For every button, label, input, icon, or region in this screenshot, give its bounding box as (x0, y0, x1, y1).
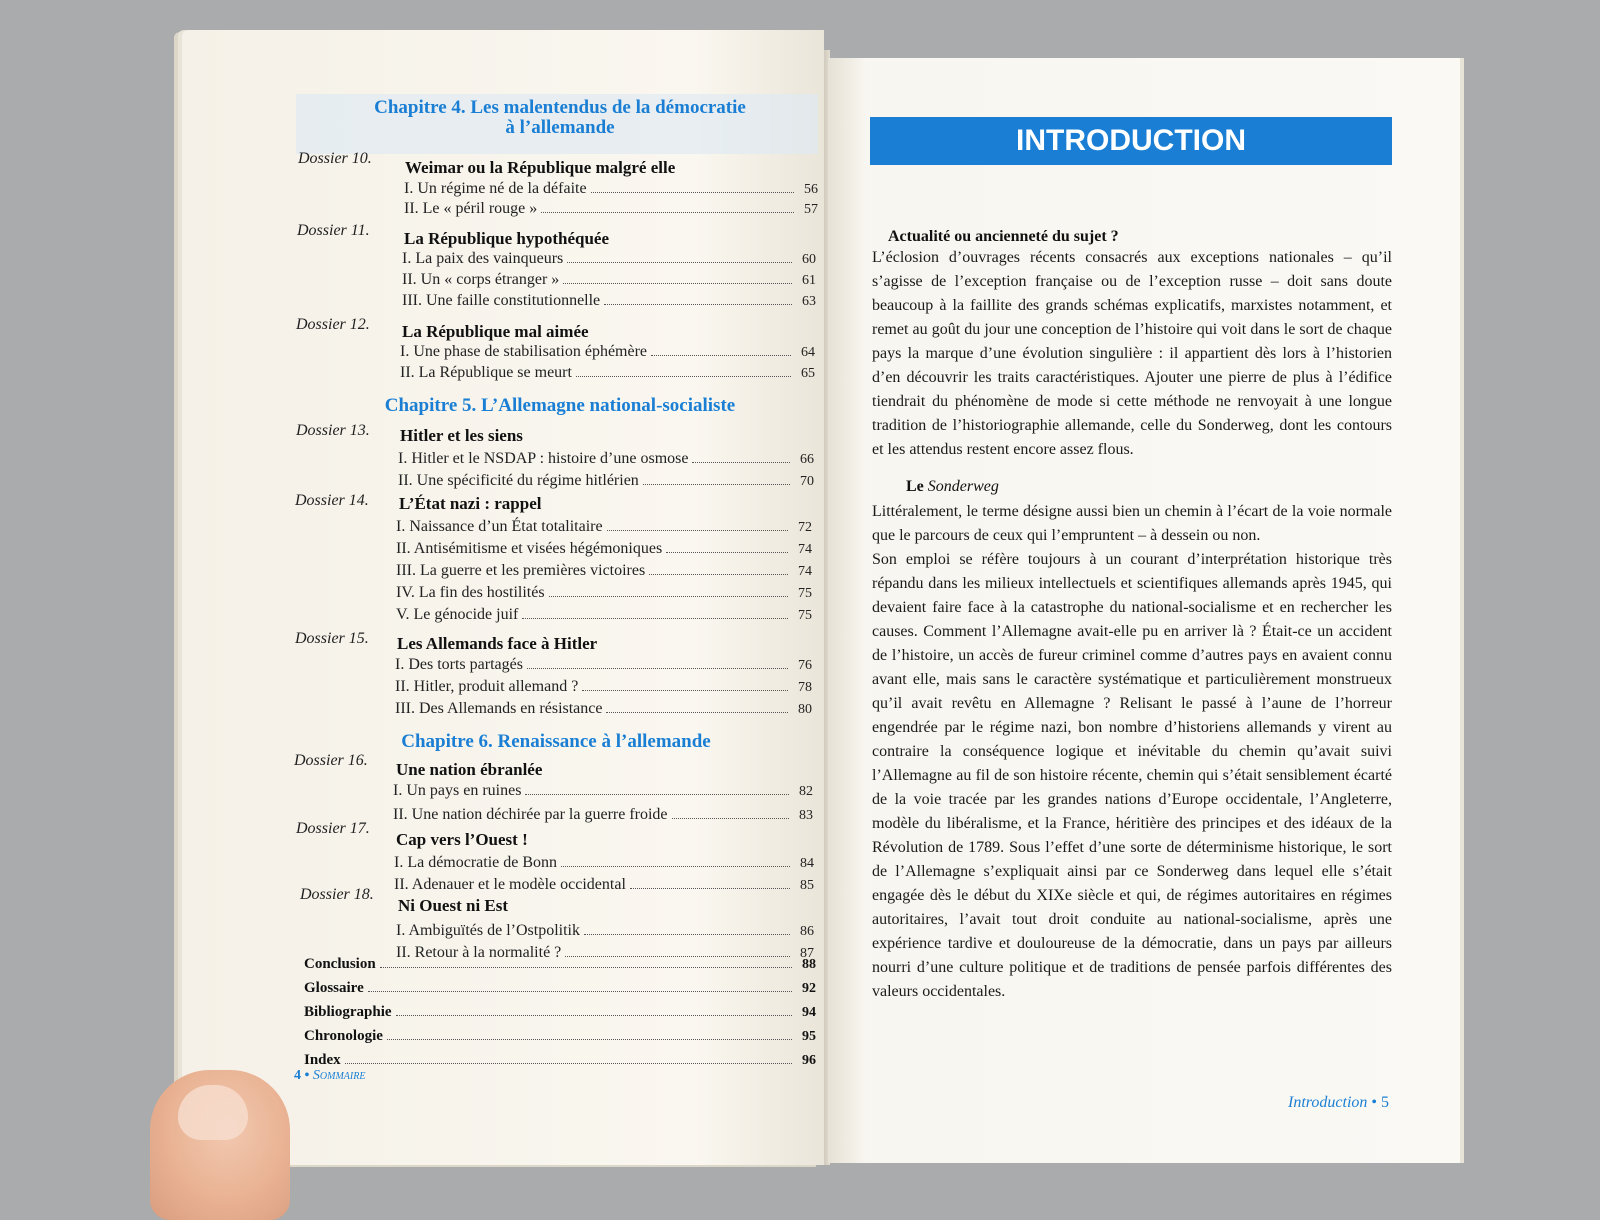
dot-leader (396, 1014, 792, 1016)
dot-leader (606, 711, 788, 713)
toc-entry-label: II. Une nation déchirée par la guerre froide (393, 806, 668, 823)
toc-entry[interactable] (394, 876, 814, 894)
dossier-13-label: Dossier 13. (296, 422, 370, 439)
toc-entry-label: I. Ambiguïtés de l’Ostpolitik (396, 922, 580, 939)
dot-leader (651, 354, 791, 356)
toc-entry-page: 72 (798, 520, 812, 535)
toc-entry[interactable] (404, 180, 818, 198)
toc-entry-page: 63 (802, 294, 816, 309)
toc-entry-page: 87 (800, 946, 814, 961)
toc-backmatter-glossaire[interactable] (304, 980, 816, 997)
dot-leader (368, 990, 792, 992)
toc-entry[interactable] (396, 606, 812, 624)
dossier-10-label: Dossier 10. (298, 150, 372, 167)
dot-leader (567, 261, 792, 263)
toc-entry-page: 82 (799, 784, 813, 799)
toc-entry-label: I. Un régime né de la défaite (404, 180, 587, 197)
toc-entry-page: 95 (802, 1029, 816, 1044)
heading-italic: Sonderweg (927, 478, 999, 495)
dot-leader (604, 303, 792, 305)
dossier-12-label: Dossier 12. (296, 316, 370, 333)
dossier-13-title: Hitler et les siens (400, 426, 523, 445)
toc-entry-page: 74 (798, 542, 812, 557)
toc-entry-page: 83 (799, 808, 813, 823)
dot-leader (380, 966, 792, 968)
dot-leader (582, 689, 788, 691)
dot-leader (666, 551, 788, 553)
dot-leader (527, 667, 788, 669)
toc-entry[interactable] (404, 200, 818, 218)
dot-leader (643, 483, 790, 485)
dot-leader (525, 793, 789, 795)
toc-backmatter-chronologie[interactable] (304, 1028, 816, 1045)
dot-leader (561, 865, 790, 867)
footer-section-name: Sommaire (312, 1068, 366, 1083)
toc-entry-label: III. La guerre et les premières victoires (396, 562, 646, 579)
paragraph: Son emploi se réfère toujours à un courant d’interprétation historique très répandu dans les milieux intellectuels et scientifiques allemands après 1945, qui devaient faire face à la catastrophe du national-socialisme et en rechercher les causes. Comment l’Allemagne avait-elle pu en arriver là ? Était-ce un accident de l’histoire, un accès de fureur criminel comme d’autres pays en avaient connu avant elle, mais sans le caractère systématique et particulièrement monstrueux qu’il avait revêtu en Allemagne ? Relisant le passé à l’aune de l’horreur engendrée par le régime nazi, bon nombre d’historiens allemands y virent au contraire la conséquence logique et inévitable du chemin qu’avait suivi l’Allemagne au fil de son histoire récente, chemin qui s’était sensiblement écarté de la voie tracée par les grandes nations d’Europe occidentale, l’Angleterre, modèle du libéralisme, et la France, héritière des principes et des idéaux de la Révolution de 1789. Sous l’effet d’une sorte de déterminisme historique, le sort de l’Allemagne s’expliquait ainsi par ce Sonderweg dans lequel elle s’était engagée dès le début du XIXe siècle et qui, de régimes autoritaires en régimes autoritaires, l’avait tout droit conduite au national-socialisme, après une expérience tardive et douloureuse de la démocratie, dans un pays par ailleurs nourri d’une culture politique et de traditions de pensée parfois différentes des valeurs occidentales. (872, 551, 1392, 1000)
toc-entry-label: I. Une phase de stabilisation éphémère (400, 343, 648, 360)
toc-entry[interactable] (395, 656, 812, 674)
toc-entry-label: I. Des torts partagés (395, 656, 523, 673)
section-heading-sonderweg (906, 478, 999, 496)
section-text-sonderweg (872, 500, 1392, 1004)
dossier-15-label: Dossier 15. (295, 630, 369, 647)
dot-leader (692, 461, 790, 463)
toc-entry[interactable] (400, 364, 815, 382)
dot-leader (672, 817, 789, 819)
section-heading-actualite: Actualité ou ancienneté du sujet ? (888, 228, 1119, 245)
toc-entry-label: Glossaire (304, 980, 364, 996)
toc-entry[interactable] (402, 250, 816, 268)
toc-entry[interactable] (393, 782, 813, 800)
dot-leader (607, 529, 788, 531)
toc-entry-page: 88 (802, 957, 816, 972)
chapter-4-title-line2: à l’allemande (505, 117, 615, 138)
toc-entry[interactable] (396, 540, 812, 558)
footer-bullet: • (304, 1068, 310, 1083)
paragraph: L’éclosion d’ouvrages récents consacrés aux exceptions nationales – qu’il s’agisse de l’exception française ou de l’exception russe – doit sans doute beaucoup à la faillite des grands schémas explicatifs, marxistes notamment, et remet au goût du jour une conception de l’histoire qui voit dans le sort de chaque pays la marque d’une évolution singulière : il appartient dès lors à l’historien d’en découvrir les traits caractéristiques. Ajouter une pierre de plus à l’édifice tiendrait du phénomène de mode si cette méthode ne renvoyait à une longue tradition de l’historiographie allemande, celle du Sonderweg, dont les contours et les attendus restent encore assez flous. (872, 249, 1392, 458)
toc-entry-label: IV. La fin des hostilités (396, 584, 545, 601)
left-page-footer (294, 1068, 365, 1084)
toc-entry-page: 70 (800, 474, 814, 489)
right-page-footer (1288, 1094, 1389, 1112)
toc-entry-label: II. Retour à la normalité ? (396, 944, 562, 961)
toc-entry-page: 57 (804, 202, 818, 217)
toc-entry-label: V. Le génocide juif (396, 606, 519, 623)
toc-entry-page: 94 (802, 1005, 816, 1020)
toc-entry-label: I. Naissance d’un État totalitaire (396, 518, 603, 535)
dot-leader (576, 375, 791, 377)
toc-entry-label: I. La paix des vainqueurs (402, 250, 564, 267)
dossier-16-label: Dossier 16. (294, 752, 368, 769)
toc-entry-page: 75 (798, 608, 812, 623)
toc-entry-label: II. Hitler, produit allemand ? (395, 678, 579, 695)
toc-entry[interactable] (395, 700, 812, 718)
toc-entry-label: Bibliographie (304, 1004, 392, 1020)
introduction-banner: INTRODUCTION (870, 117, 1392, 165)
dot-leader (584, 933, 790, 935)
toc-entry-label: I. Hitler et le NSDAP : histoire d’une osmose (398, 450, 689, 467)
toc-entry-page: 65 (801, 366, 815, 381)
toc-entry-page: 92 (802, 981, 816, 996)
page-number: 4 (294, 1068, 301, 1083)
toc-entry-page: 80 (798, 702, 812, 717)
toc-entry-page: 64 (801, 345, 815, 360)
chapter-4-title-line1: Chapitre 4. Les malentendus de la démocratie (374, 97, 746, 118)
toc-entry-page: 56 (804, 182, 818, 197)
toc-entry-page: 76 (798, 658, 812, 673)
dossier-17-title: Cap vers l’Ouest ! (396, 830, 528, 849)
toc-entry[interactable] (402, 271, 816, 289)
dossier-14-title: L’État nazi : rappel (399, 494, 542, 513)
dossier-18-label: Dossier 18. (300, 886, 374, 903)
toc-entry-label: I. La démocratie de Bonn (394, 854, 558, 871)
toc-entry-label: II. Antisémitisme et visées hégémoniques (396, 540, 663, 557)
toc-backmatter-conclusion[interactable] (304, 956, 816, 973)
toc-entry-label: II. Un « corps étranger » (402, 271, 560, 288)
dossier-12-title: La République mal aimée (402, 322, 589, 341)
toc-entry-label: I. Un pays en ruines (393, 782, 522, 799)
toc-entry[interactable] (394, 854, 814, 872)
toc-entry-page: 61 (802, 273, 816, 288)
dot-leader (630, 887, 790, 889)
toc-entry-label: Chronologie (304, 1028, 383, 1044)
toc-entry-page: 96 (802, 1053, 816, 1068)
toc-entry-page: 66 (800, 452, 814, 467)
dossier-11-title: La République hypothéquée (404, 229, 609, 248)
thumbnail (178, 1085, 248, 1140)
toc-entry-label: II. La République se meurt (400, 364, 572, 381)
dot-leader (387, 1038, 792, 1040)
page-number: 5 (1381, 1094, 1390, 1111)
dossier-11-label: Dossier 11. (297, 222, 370, 239)
toc-entry-label: III. Des Allemands en résistance (395, 700, 603, 717)
toc-entry[interactable] (398, 472, 814, 490)
toc-entry[interactable] (395, 678, 812, 696)
heading-prefix: Le (906, 478, 924, 495)
toc-entry-label: Conclusion (304, 956, 376, 972)
toc-entry[interactable] (396, 518, 812, 536)
dot-leader (649, 573, 788, 575)
dossier-14-label: Dossier 14. (295, 492, 369, 509)
toc-entry-page: 75 (798, 586, 812, 601)
dossier-16-title: Une nation ébranlée (396, 760, 543, 779)
toc-entry[interactable] (396, 922, 814, 940)
toc-entry-page: 85 (800, 878, 814, 893)
toc-entry-page: 84 (800, 856, 814, 871)
toc-entry[interactable] (396, 584, 812, 602)
footer-bullet: • (1371, 1094, 1378, 1111)
toc-entry-page: 78 (798, 680, 812, 695)
toc-entry-page: 74 (798, 564, 812, 579)
toc-entry[interactable] (398, 450, 814, 468)
toc-backmatter-index[interactable] (304, 1052, 816, 1069)
dot-leader (345, 1062, 792, 1064)
toc-entry[interactable] (402, 292, 816, 310)
dossier-10-title: Weimar ou la République malgré elle (405, 158, 676, 177)
toc-entry[interactable] (396, 562, 812, 580)
dot-leader (549, 595, 788, 597)
dossier-15-title: Les Allemands face à Hitler (397, 634, 598, 653)
dossier-18-title: Ni Ouest ni Est (398, 896, 509, 915)
toc-entry-label: Index (304, 1052, 341, 1068)
footer-section-name: Introduction (1288, 1094, 1368, 1111)
toc-entry-page: 60 (802, 252, 816, 267)
dot-leader (522, 617, 788, 619)
dot-leader (541, 211, 794, 213)
chapter-4-title (300, 98, 820, 138)
dot-leader (563, 282, 792, 284)
toc-entry[interactable] (393, 806, 813, 824)
toc-entry-label: II. Une spécificité du régime hitlérien (398, 472, 639, 489)
section-text-actualite (872, 222, 1392, 462)
dot-leader (591, 191, 794, 193)
toc-entry-label: II. Le « péril rouge » (404, 200, 538, 217)
chapter-6-title: Chapitre 6. Renaissance à l’allemande (401, 731, 711, 752)
toc-entry-label: III. Une faille constitutionnelle (402, 292, 601, 309)
toc-entry-label: II. Adenauer et le modèle occidental (394, 876, 626, 893)
chapter-5-title: Chapitre 5. L’Allemagne national-socialiste (384, 395, 736, 416)
toc-backmatter-bibliographie[interactable] (304, 1004, 816, 1021)
dossier-17-label: Dossier 17. (296, 820, 370, 837)
toc-entry-page: 86 (800, 924, 814, 939)
paragraph: Littéralement, le terme désigne aussi bien un chemin à l’écart de la voie normale que le parcours de ceux qui l’empruntent – à dessein ou non. (872, 503, 1392, 544)
toc-entry[interactable] (400, 343, 815, 361)
